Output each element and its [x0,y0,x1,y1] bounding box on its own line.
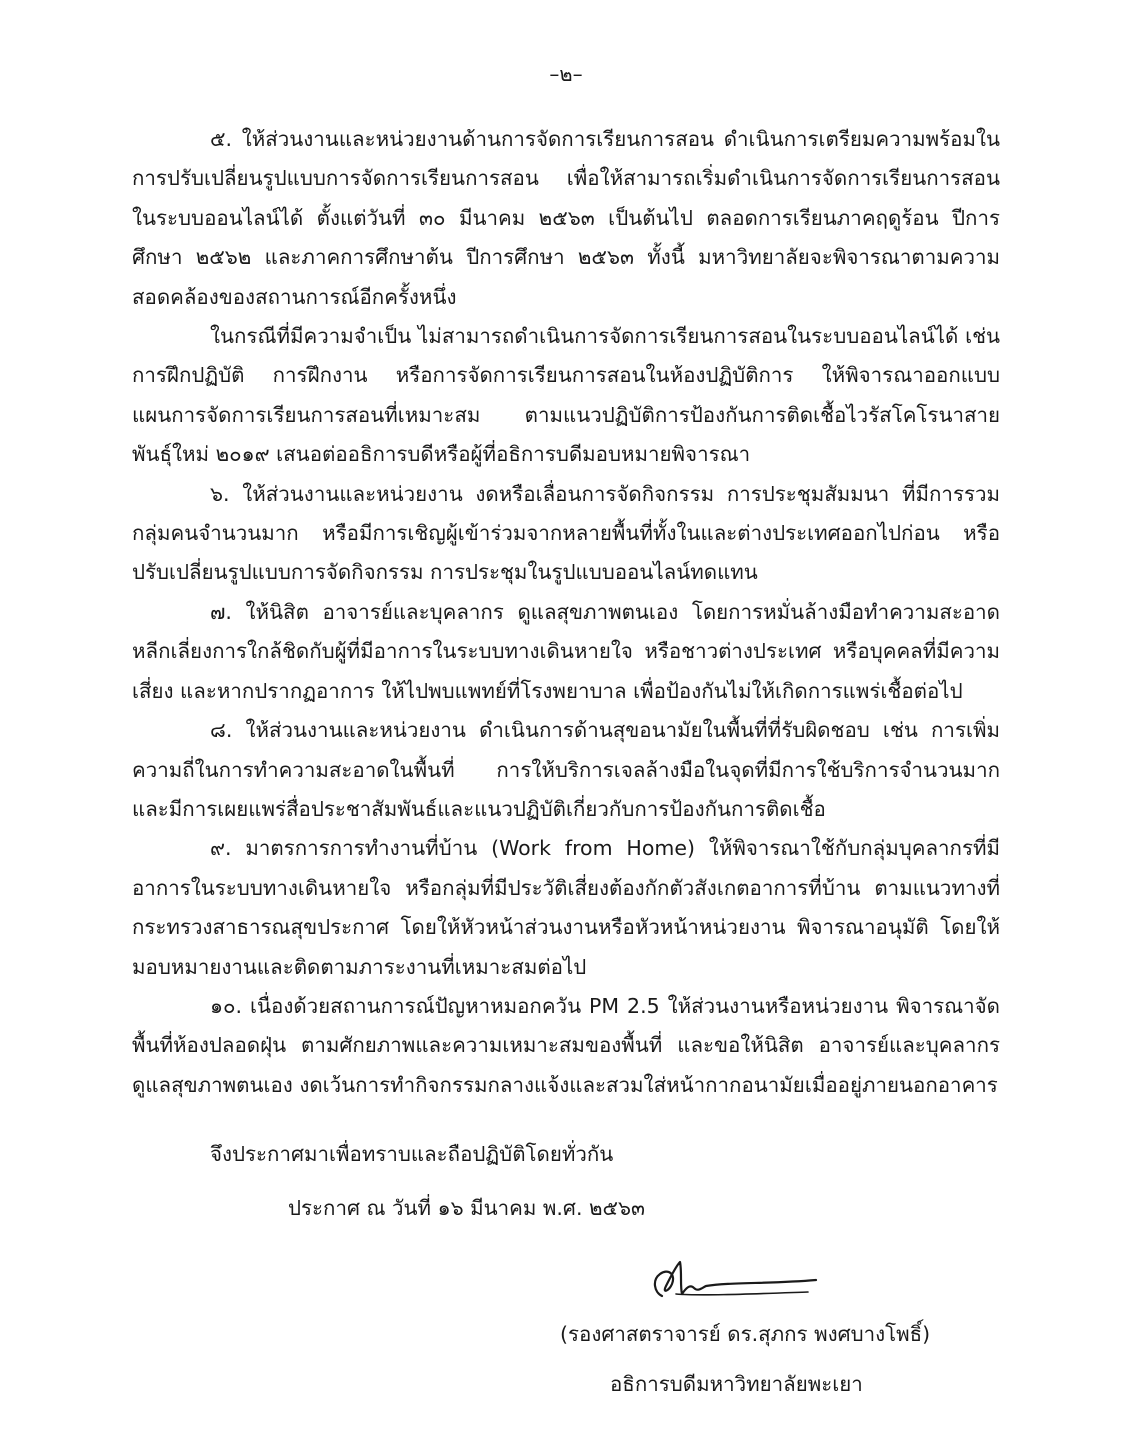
paragraph-item-5: ๕. ให้ส่วนงานและหน่วยงานด้านการจัดการเรียนการสอน ดำเนินการเตรียมความพร้อมในการปรับเปลี่ยนรูปแบบการจัดการเรียนการสอน เพื่อให้สามารถเริ่มดำเนินการจัดการเรียนการสอนในระบบออนไลน์ได้ ตั้งแต่วันที่ ๓๐ มีนาคม ๒๕๖๓ เป็นต้นไป ตลอดการเรียนภาคฤดูร้อน ปีการศึกษา ๒๕๖๒ และภาคการศึกษาต้น ปีการศึกษา ๒๕๖๓ ทั้งนี้ มหาวิทยาลัยจะพิจารณาตามความสอดคล้องของสถานการณ์อีกครั้งหนึ่ง [132,127,1000,309]
signer-title: อธิการบดีมหาวิทยาลัยพะเยา [610,1372,863,1396]
page-number: –๒– [549,62,583,86]
signer-name: (รองศาสตราจารย์ ดร.สุภกร พงศบางโพธิ์) [560,1322,931,1346]
closing-statement: จึงประกาศมาเพื่อทราบและถือปฏิบัติโดยทั่วกัน [210,1142,614,1166]
handwritten-signature [640,1258,820,1308]
paragraph-item-9: ๙. มาตรการการทำงานที่บ้าน (Work from Home) ให้พิจารณาใช้กับกลุ่มบุคลากรที่มีอาการในระบบทางเดินหายใจ หรือกลุ่มที่มีประวัติเสี่ยงต้องกักตัวสังเกตอาการที่บ้าน ตามแนวทางที่กระทรวงสาธารณสุขประกาศ โดยให้หัวหน้าส่วนงานหรือหัวหน้าหน่วยงาน พิจารณาอนุมัติ โดยให้มอบหมายงานและติดตามภาระงานที่เหมาะสมต่อไป [132,836,1000,979]
paragraph-item-5-exception: ในกรณีที่มีความจำเป็น ไม่สามารถดำเนินการจัดการเรียนการสอนในระบบออนไลน์ได้ เช่น การฝึกปฏิบัติ การฝึกงาน หรือการจัดการเรียนการสอนในห้องปฏิบัติการ ให้พิจารณาออกแบบแผนการจัดการเรียนการสอนที่เหมาะสม ตามแนวปฏิบัติการป้องกันการติดเชื้อไวรัสโคโรนาสายพันธุ์ใหม่ ๒๐๑๙ เสนอต่ออธิการบดีหรือผู้ที่อธิการบดีมอบหมายพิจารณา [132,324,1000,467]
paragraph-item-7: ๗. ให้นิสิต อาจารย์และบุคลากร ดูแลสุขภาพตนเอง โดยการหมั่นล้างมือทำความสะอาด หลีกเลี่ยงการใกล้ชิดกับผู้ที่มีอาการในระบบทางเดินหายใจ หรือชาวต่างประเทศ หรือบุคคลที่มีความเสี่ยง และหากปรากฏอาการ ให้ไปพบแพทย์ที่โรงพยาบาล เพื่อป้องกันไม่ให้เกิดการแพร่เชื้อต่อไป [132,599,1000,703]
paragraph-item-10: ๑๐. เนื่องด้วยสถานการณ์ปัญหาหมอกควัน PM 2.5 ให้ส่วนงานหรือหน่วยงาน พิจารณาจัดพื้นที่ห้องปลอดฝุ่น ตามศักยภาพและความเหมาะสมของพื้นที่ และขอให้นิสิต อาจารย์และบุคลากร ดูแลสุขภาพตนเอง งดเว้นการทำกิจกรรมกลางแจ้งและสวมใส่หน้ากากอนามัยเมื่ออยู่ภายนอกอาคาร [132,993,1000,1097]
paragraph-item-6: ๖. ให้ส่วนงานและหน่วยงาน งดหรือเลื่อนการจัดกิจกรรม การประชุมสัมมนา ที่มีการรวมกลุ่มคนจำนวนมาก หรือมีการเชิญผู้เข้าร่วมจากหลายพื้นที่ทั้งในและต่างประเทศออกไปก่อน หรือปรับเปลี่ยนรูปแบบการจัดกิจกรรม การประชุมในรูปแบบออนไลน์ทดแทน [132,481,1000,585]
paragraph-item-8: ๘. ให้ส่วนงานและหน่วยงาน ดำเนินการด้านสุขอนามัยในพื้นที่ที่รับผิดชอบ เช่น การเพิ่มความถี่ในการทำความสะอาดในพื้นที่ การให้บริการเจลล้างมือในจุดที่มีการใช้บริการจำนวนมาก และมีการเผยแพร่สื่อประชาสัมพันธ์และแนวปฏิบัติเกี่ยวกับการป้องกันการติดเชื้อ [132,718,1000,821]
announcement-date: ประกาศ ณ วันที่ ๑๖ มีนาคม พ.ศ. ๒๕๖๓ [288,1196,646,1220]
announcement-body [132,120,1000,1105]
